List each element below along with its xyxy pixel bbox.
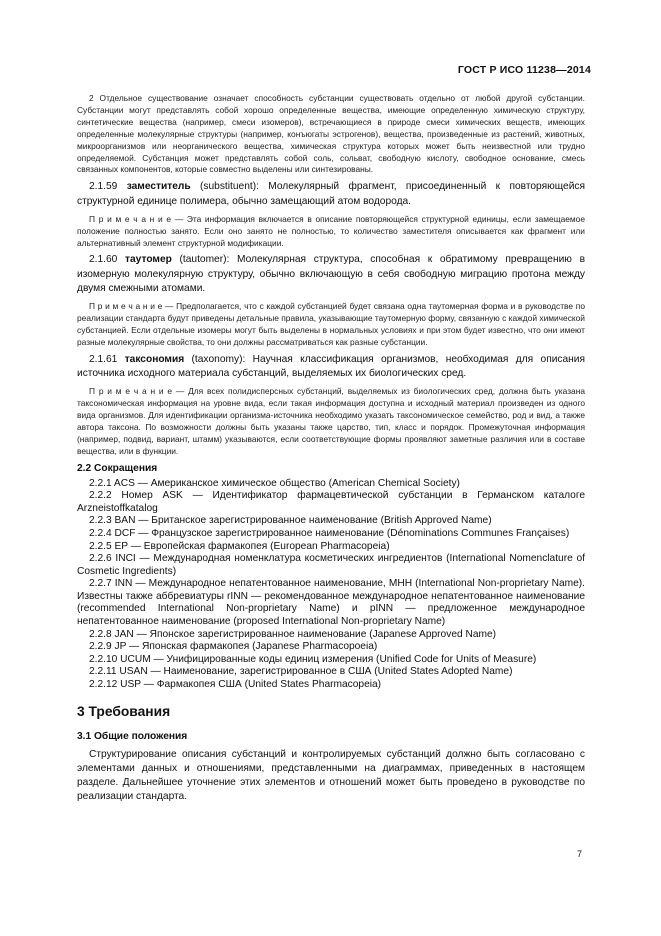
term-word: заместитель [126, 181, 191, 193]
abbreviation-item: 2.2.8 JAN — Японское зарегистрированное наименование (Japanese Approved Name) [89, 628, 497, 640]
page-number: 7 [576, 849, 582, 859]
abbreviations-heading: 2.2 Сокращения [77, 462, 158, 474]
abbreviation-item: 2.2.6 INCI — Международная номенклатура косметических ингредиентов (International Nomenclature of Cosmetic Ingredients) [77, 553, 585, 577]
section-3-1-paragraph: Структурирование описания субстанций и контролируемых субстанций должно быть согласовано с элементами данных и отношениями, представленными на диаграммах, приведенных в настоящем разделе. Дальнейшее уточнение этих элементов и отношений может быть проведено в руководстве по реализации стандарта. [77, 748, 585, 803]
term-number: 2.1.59 [89, 181, 118, 193]
term-definition: (substituent): Молекулярный фрагмент, присоединенный к повторяющейся структурной единице полимера, обычно замещающий атом водорода. [77, 181, 585, 207]
term-2-1-61 [77, 353, 585, 381]
page-content [77, 93, 585, 809]
term-word: таутомер [125, 254, 172, 266]
abbreviation-item: 2.2.4 DCF — Французское зарегистрированное наименование (Dénominations Communes Françaises) [89, 527, 570, 539]
abbreviation-item: 2.2.10 UCUM — Унифицированные коды единиц измерения (Unified Code for Units of Measure) [89, 653, 537, 665]
note-2-1-60: П р и м е ч а н и е — Предполагается, что с каждой субстанцией будет связана одна таутомерная форма и в руководстве по реализации стандарта будут приведены детальные правила, указывающие таутомерную форму, связанную с каждой химической субстанцией. Если отдельные изомеры могут быть выделены в нормальных условиях и при этом будет известно, что они имеют разные молекулярные свойства, то они должны рассматриваться как разные субстанции. [77, 301, 585, 347]
abbreviation-item: 2.2.5 EP — Европейская фармакопея (European Pharmacopeia) [89, 540, 390, 552]
abbreviation-item: 2.2.7 INN — Международное непатентованное наименование, МНН (International Non-proprietary Name). Известны также аббревиатуры rINN — рекомендованное международное непатентованное наименование (recommended International Non-proprietary Name) и pINN — предложенное международное непатентованное наименование (proposed International Non-proprietary Name) [77, 578, 585, 628]
abbreviation-item: 2.2.11 USAN — Наименование, зарегистрированное в США (United States Adopted Name) [89, 666, 513, 678]
section-heading-3: 3 Требования [77, 703, 171, 719]
abbreviation-item: 2.2.12 USP — Фармакопея США (United States Pharmacopeia) [89, 679, 382, 691]
term-number: 2.1.61 [89, 353, 118, 365]
term-word: таксономия [124, 353, 185, 365]
document-header: ГОСТ Р ИСО 11238—2014 [457, 64, 591, 76]
note-2-1-61: П р и м е ч а н и е — Для всех полидисперсных субстанций, выделяемых из биологических сред, должна быть указана таксономическая информация на уровне вида, если такая информация доступна и исходный материал произведен из одного вида организмов. Для идентификации организма-источника необходимо указать таксономическое семейство, род и вид, а также автора таксона. По возможности должны быть указаны также царство, тип, класс и порядок. Промежуточная информация (например, подвид, вариант, штамм) указываются, если соответствующие формы проявляют заметные различия или в составе вещества, или в функции. [77, 386, 585, 456]
abbreviation-item: 2.2.9 JP — Японская фармакопея (Japanese Pharmacopoeia) [89, 641, 378, 653]
abbreviation-item: 2.2.1 ACS — Американское химическое общество (American Chemical Society) [89, 477, 460, 489]
term-2-1-60 [77, 253, 585, 296]
note-2: 2 Отдельное существование означает способность субстанции существовать отдельно от любой другой субстанции. Субстанции могут представлять собой хорошо определенные вещества, имеющие определенную химическую структуру, синтетические вещества (например, смеси изомеров), встречающиеся в природе смеси химических веществ, имеющих определенные молекулярные структуры (например, конъюгаты эстрогенов), вещества, произведенные из растений, животных, микроорганизмов или неорганического вещества, химическая структура которых может быть неизвестной или трудно определяемой. Субстанция может представлять собой соль, сольват, свободную кислоту, свободное основание, смесь связанных компонентов, которые совместно выделены или синтезированы. [77, 93, 585, 175]
subsection-heading-3-1: 3.1 Общие положения [77, 730, 188, 742]
term-number: 2.1.60 [89, 254, 118, 266]
term-definition: (tautomer): Молекулярная структура, способная к обратимому превращению в изомерную молекулярную структуру, обычно включающую в себя свободную миграцию протона между двумя смежными атомами. [77, 254, 585, 294]
abbreviation-item: 2.2.3 BAN — Британское зарегистрированное наименование (British Approved Name) [89, 515, 492, 527]
note-2-1-59: П р и м е ч а н и е — Эта информация включается в описание повторяющейся структурной единицы, если замещаемое положение полностью занято. Если оно занято не полностью, то количество заместителя описывается как фрагмент или альтернативный элемент структурной модификации. [77, 213, 585, 248]
term-definition: (taxonomy): Научная классификация организмов, необходимая для описания источника исходного материала субстанций, выделяемых их биологических сред. [77, 353, 585, 379]
abbreviation-item: 2.2.2 Номер ASK — Идентификатор фармацевтической субстанции в Германском каталоге Arzneistoffkatalog [77, 490, 585, 514]
term-2-1-59 [77, 180, 585, 208]
abbreviations-list [77, 478, 585, 692]
